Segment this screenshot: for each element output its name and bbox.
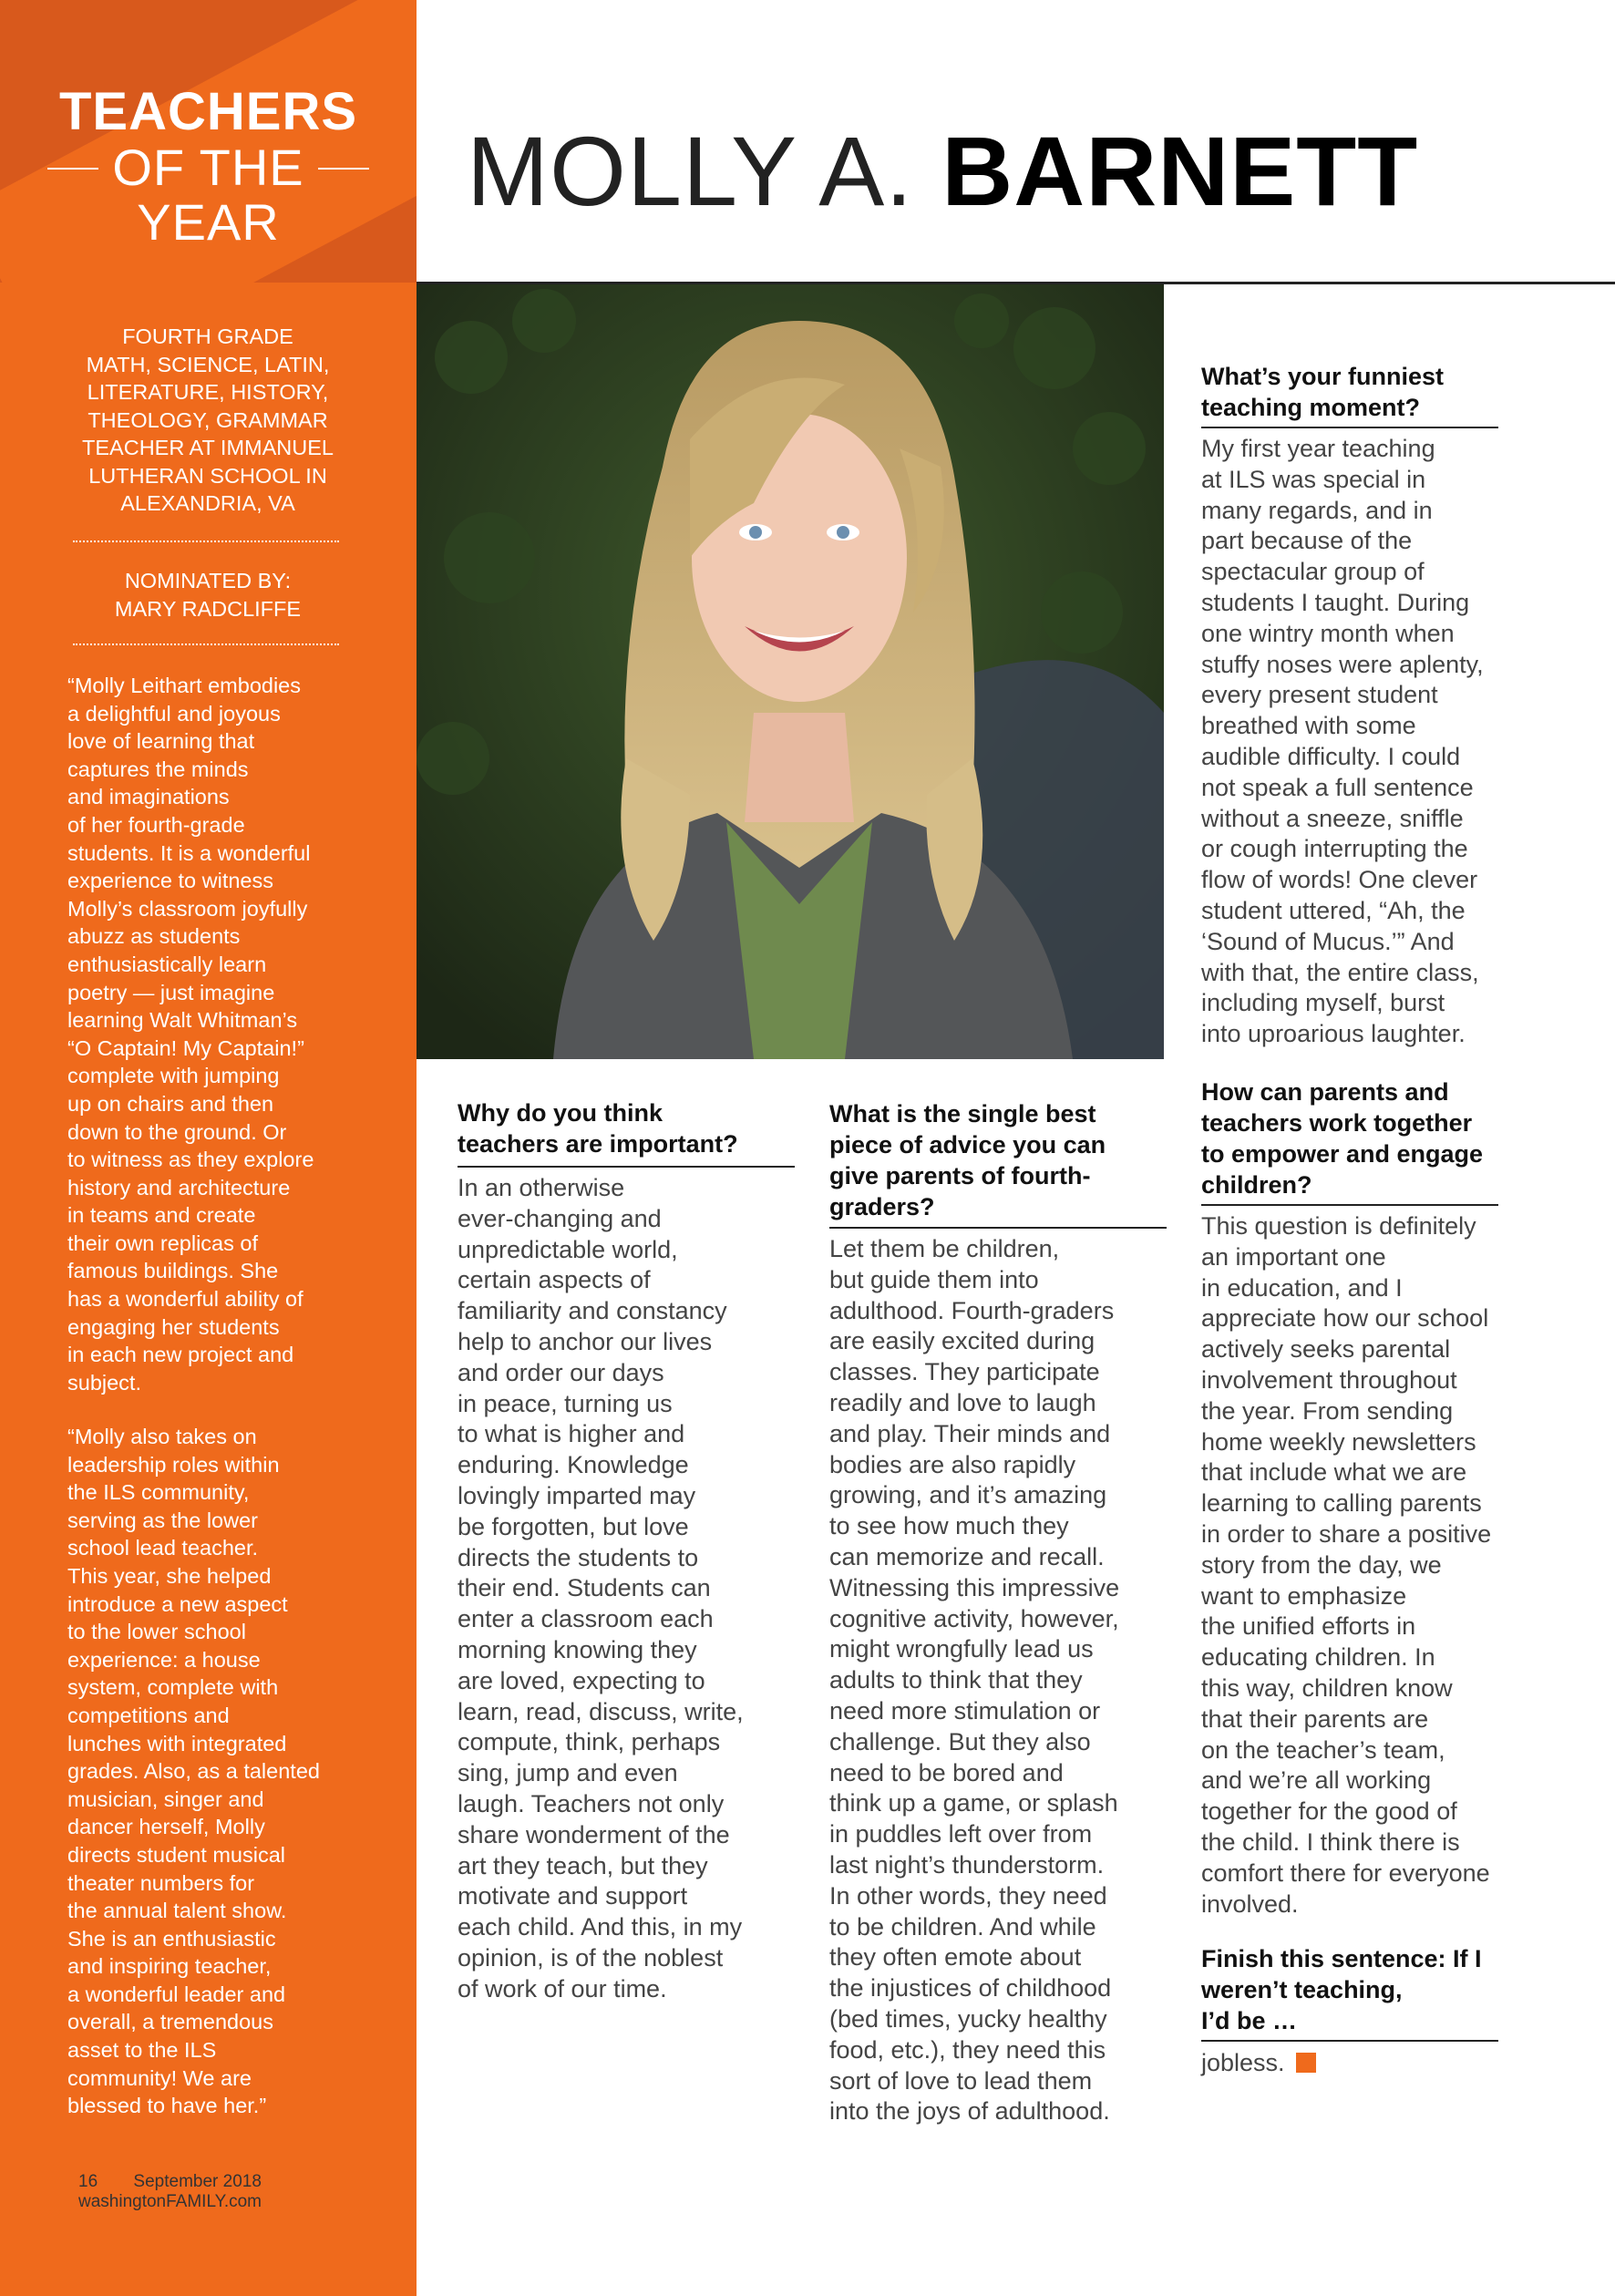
nomination-quote-2: “Molly also takes on leadership roles within the ILS community, serving as the lower school lead teacher. This year, she helped introduce a new aspect to the lower school experience: a house system, complete with competitions and lunches with integrated grades. Also, as a talented musician, singer and dancer herself, Molly directs student musical theater numbers for the annual talent show. She is an enthusiastic and inspiring teacher, a wonderful leader and overall, a tremendous asset to the ILS community! We are blessed to have her.”: [67, 1425, 320, 2118]
answer-finish-sentence-text: jobless.: [1201, 2049, 1285, 2076]
question-why-teachers-important: Why do you think teachers are important?: [458, 1099, 738, 1158]
question-rule: [1201, 1204, 1498, 1206]
logo-teachers: TEACHERS: [58, 82, 358, 141]
page-number: 16: [78, 2172, 98, 2191]
teacher-name: [467, 117, 1418, 226]
issue-date: September 2018: [133, 2172, 262, 2191]
logo-rule-right: [318, 168, 369, 170]
question-rule: [829, 1227, 1167, 1229]
site-url: washingtonFAMILY.com: [78, 2192, 262, 2211]
answer-finish-sentence: [1201, 2048, 1529, 2079]
question-funniest-moment: What’s your funniest teaching moment?: [1201, 363, 1445, 421]
answer-parents-teachers: This question is definitely an important one in education, and I appreciate how our school actively seeks parental involvement throughout the year. From sending home weekly newsletters that include what we are learning to calling parents in order to share a positive story from the day, we want to emphasize the unified efforts in educating children. In this way, children know that their parents are on the teacher’s team, and we’re all working together for the good of the child. I think there is comfort there for everyone involved.: [1201, 1212, 1492, 1918]
answer-best-advice: Let them be children, but guide them into adulthood. Fourth-graders are easily excited during classes. They participate readily and love to laugh and play. Their minds and bodies are also rapidly growing, and it’s amazing to see how much they can memorize and recall. Witnessing this impressive cognitive activity, however, might wrongfully lead us adults to think that they need more stimulation or challenge. But they also need to be bored and think up a game, or splash in puddles left over from last night’s thunderstorm. In other words, they need to be children. And while they often emote about the injustices of childhood (bed times, yucky healthy food, etc.), they need this sort of love to lead them into the joys of adulthood.: [829, 1235, 1120, 2126]
teacher-first-name: MOLLY A.: [467, 116, 914, 226]
teachers-of-the-year-logo: [0, 84, 417, 250]
teacher-role: FOURTH GRADE MATH, SCIENCE, LATIN, LITERATURE, HISTORY, THEOLOGY, GRAMMAR TEACHER AT IMMANUEL LUTHERAN SCHOOL IN ALEXANDRIA, VA: [82, 324, 334, 515]
dotted-divider: [73, 541, 339, 542]
question-rule: [1201, 427, 1498, 428]
question-parents-teachers: How can parents and teachers work together to empower and engage children?: [1201, 1078, 1484, 1199]
question-rule: [458, 1166, 795, 1168]
logo-rule-left: [47, 168, 98, 170]
nomination-quote-1: “Molly Leithart embodies a delightful and joyous love of learning that captures the minds and imaginations of her fourth-grade students. It is a wonderful experience to witness Molly’s classroom joyfully abuzz as students enthusiastically learn poetry — just imagine learning Walt Whitman’s “O Captain! My Captain!” complete with jumping up on chairs and then down to the ground. Or to witness as they explore history and architecture in teams and create their own replicas of famous buildings. She has a wonderful ability of engaging her students in each new project and subject.: [67, 674, 314, 1395]
dotted-divider: [73, 643, 339, 645]
end-mark-icon: [1296, 2053, 1316, 2073]
question-rule: [1201, 2040, 1498, 2042]
teacher-portrait: [417, 284, 1164, 1059]
teacher-last-name: BARNETT: [941, 116, 1419, 226]
answer-funniest-moment: My first year teaching at ILS was special in many regards, and in part because of the spectacular group of students I taught. During one wintry month when stuffy noses were aplenty, every present student breathed with some audible difficulty. I could not speak a full sentence without a sneeze, sniffle or cough interrupting the flow of words! One clever student uttered, “Ah, the ‘Sound of Mucus.’” And with that, the entire class, including myself, burst into uproarious laughter.: [1201, 435, 1484, 1048]
question-best-advice: What is the single best piece of advice you can give parents of fourth- graders?: [829, 1100, 1106, 1220]
page-footer: [78, 2172, 417, 2212]
question-finish-sentence: Finish this sentence: If I weren’t teaching, I’d be …: [1201, 1945, 1482, 2034]
sidebar: [0, 0, 417, 2296]
logo-year: YEAR: [137, 193, 280, 251]
nominated-by: NOMINATED BY: MARY RADCLIFFE: [114, 569, 302, 621]
logo-of-the: OF THE: [112, 139, 304, 196]
answer-why-teachers-important: In an otherwise ever-changing and unpredictable world, certain aspects of familiarity and constancy help to anchor our lives and order our days in peace, turning us to what is higher and enduring. Knowledge lovingly imparted may be forgotten, but love directs the students to their end. Students can enter a classroom each morning knowing they are loved, expecting to learn, read, discuss, write, compute, think, perhaps sing, jump and even laugh. Teachers not only share wonderment of the art they teach, but they motivate and support each child. And this, in my opinion, is of the noblest of work of our time.: [458, 1174, 744, 2003]
